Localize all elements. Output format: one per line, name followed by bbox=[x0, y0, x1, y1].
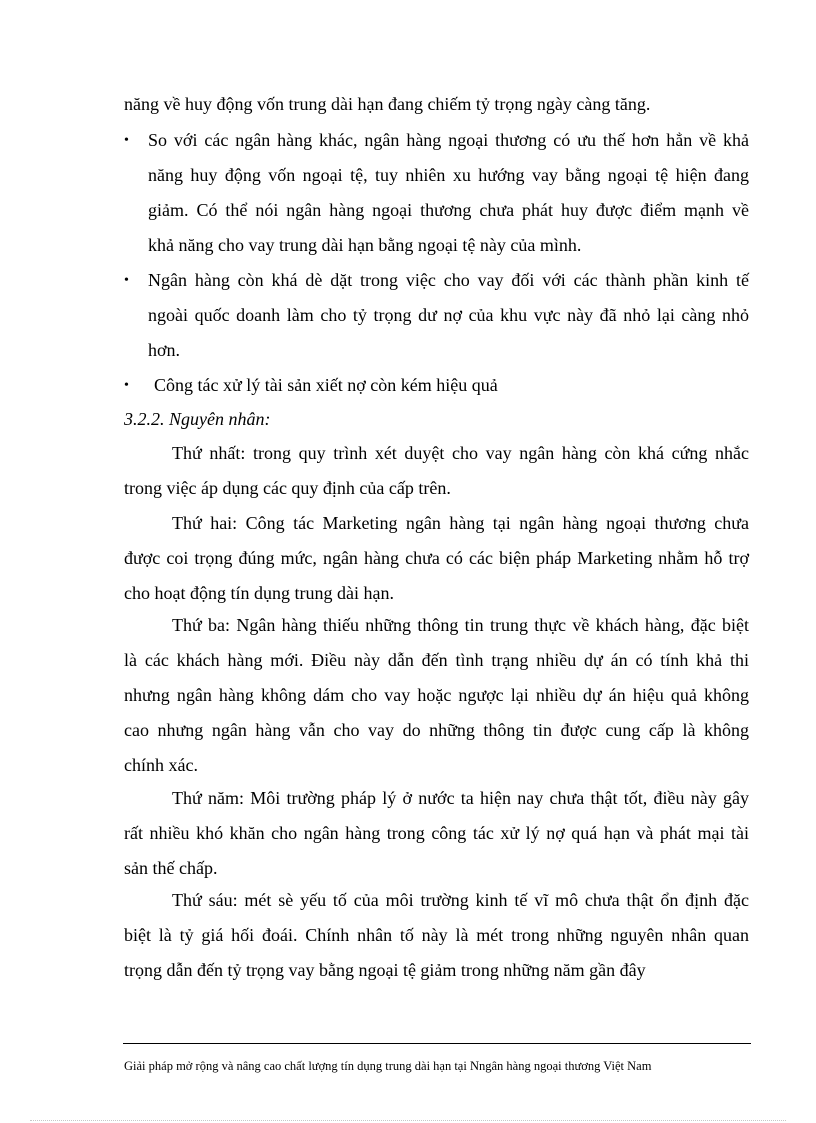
paragraph-line: Thứ nhất: trong quy trình xét duyệt cho vay ngân hàng còn khá cứng nhắc bbox=[172, 443, 749, 463]
paragraph-line: Thứ ba: Ngân hàng thiếu những thông tin trung thực về khách hàng, đặc biệt bbox=[172, 615, 749, 635]
bullet-text-line: Ngân hàng còn khá dè dặt trong việc cho vay đối với các thành phần kinh tế bbox=[148, 270, 749, 290]
section-heading: 3.2.2. Nguyên nhân: bbox=[124, 409, 271, 429]
bullet-text-line: giảm. Có thể nói ngân hàng ngoại thương chưa phát huy được điểm mạnh về bbox=[148, 200, 749, 220]
page-footer: Giải pháp mở rộng và nâng cao chất lượng tín dụng trung dài hạn tại Nngân hàng ngoại thương Việt Nam bbox=[124, 1059, 652, 1073]
bullet-icon: • bbox=[124, 133, 129, 148]
bullet-text-line: So với các ngân hàng khác, ngân hàng ngoại thương có ưu thế hơn hẳn về khả bbox=[148, 130, 749, 150]
paragraph-line: là các khách hàng mới. Điều này dẫn đến tình trạng nhiều dự án có tính khả thi bbox=[124, 650, 749, 670]
paragraph-line: cho hoạt động tín dụng trung dài hạn. bbox=[124, 583, 394, 603]
paragraph-line: rất nhiều khó khăn cho ngân hàng trong công tác xử lý nợ quá hạn và phát mại tài bbox=[124, 823, 749, 843]
bullet-text-line: hơn. bbox=[148, 340, 181, 360]
bullet-text-line: năng huy động vốn ngoại tệ, tuy nhiên xu hướng vay bằng ngoại tệ hiện đang bbox=[148, 165, 749, 185]
paragraph-line: nhưng ngân hàng không dám cho vay hoặc ngược lại nhiều dự án hiệu quả không bbox=[124, 685, 749, 705]
paragraph-line: Thứ sáu: mét sè yếu tố của môi trường kinh tế vĩ mô chưa thật ổn định đặc bbox=[172, 890, 749, 910]
bullet-text-line: Công tác xử lý tài sản xiết nợ còn kém hiệu quả bbox=[154, 375, 498, 395]
page-edge-dots bbox=[30, 1120, 786, 1121]
paragraph-line: biệt là tỷ giá hối đoái. Chính nhân tố này là mét trong những nguyên nhân quan bbox=[124, 925, 749, 945]
paragraph-line: sản thế chấp. bbox=[124, 858, 218, 878]
paragraph-line: cao nhưng ngân hàng vẫn cho vay do những thông tin được cung cấp là không bbox=[124, 720, 749, 740]
footer-divider bbox=[123, 1043, 751, 1044]
paragraph-line: trong việc áp dụng các quy định của cấp trên. bbox=[124, 478, 451, 498]
paragraph-line: chính xác. bbox=[124, 755, 198, 775]
paragraph-line: Thứ hai: Công tác Marketing ngân hàng tại ngân hàng ngoại thương chưa bbox=[172, 513, 749, 533]
paragraph-line: Thứ năm: Môi trường pháp lý ở nước ta hiện nay chưa thật tốt, điều này gây bbox=[172, 788, 749, 808]
paragraph-line: được coi trọng đúng mức, ngân hàng chưa có các biện pháp Marketing nhằm hỗ trợ bbox=[124, 548, 749, 568]
bullet-text-line: khả năng cho vay trung dài hạn bằng ngoại tệ này của mình. bbox=[148, 235, 582, 255]
paragraph-line: trọng dẫn đến tỷ trọng vay bằng ngoại tệ giảm trong những năm gần đây bbox=[124, 960, 646, 980]
body-text-line: năng về huy động vốn trung dài hạn đang chiếm tỷ trọng ngày càng tăng. bbox=[124, 94, 651, 114]
bullet-text-line: ngoài quốc doanh làm cho tỷ trọng dư nợ của khu vực này đã nhỏ lại càng nhỏ bbox=[148, 305, 749, 325]
bullet-icon: • bbox=[124, 273, 129, 288]
bullet-icon: • bbox=[124, 378, 129, 393]
